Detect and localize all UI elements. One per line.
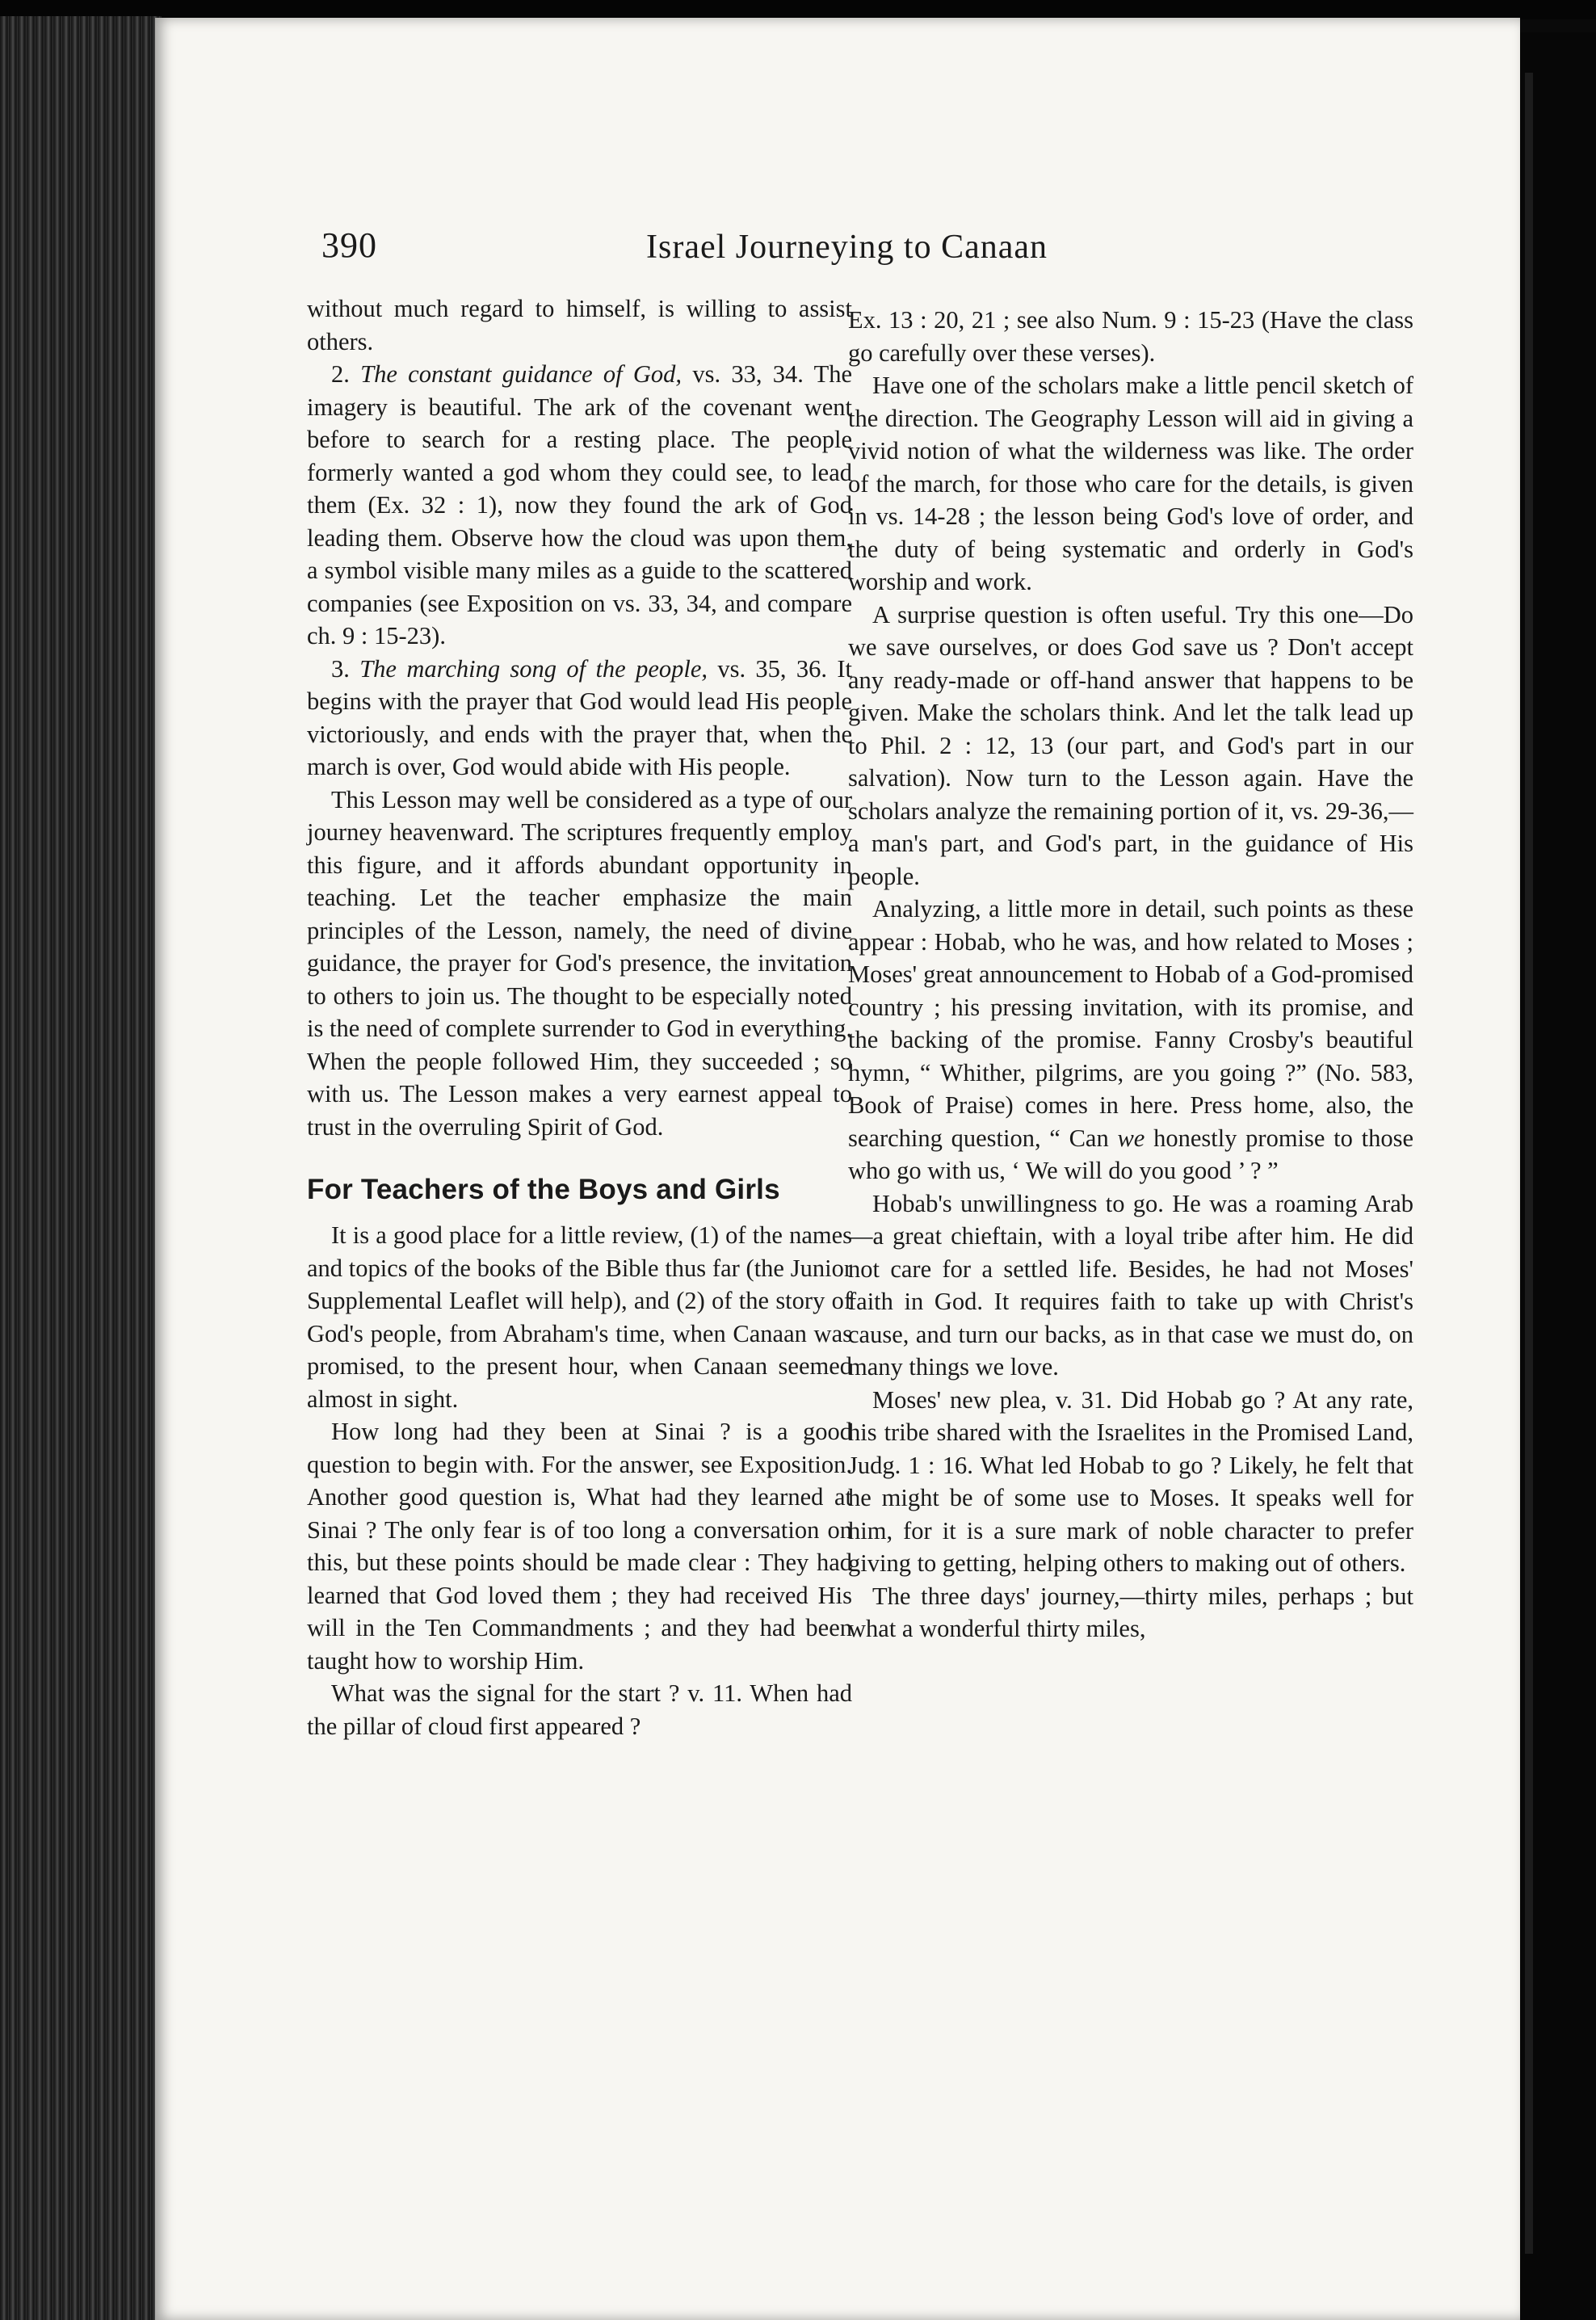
book-page-edges <box>0 16 162 2320</box>
page-number: 390 <box>321 225 377 265</box>
paragraph <box>307 358 852 653</box>
paragraph-text: Analyzing, a little more in detail, such points as these appear : Hobab, who he was, and how related to Moses ; Moses' great announcement to Hobab of a God-promised country ; his pressing invitation, with its promise, and the backing of the promise. Fanny Crosby's beautiful hymn, “ Whither, pilgrims, are you going ?” (No. 583, Book of Praise) comes in here. Press home, also, the searching question, “ Can <box>848 895 1413 1152</box>
paragraph: The three days' journey,—thirty miles, perhaps ; but what a wonderful thirty miles, <box>848 1582 1413 1642</box>
paragraph: Have one of the scholars make a little pencil sketch of the direction. The Geography Lesson will aid in giving a vivid notion of what the wilderness was like. The order of the march, for those who care for the details, is given in vs. 14-28 ; the lesson being God's love of order, and the duty of being systematic and orderly in God's worship and work. <box>848 372 1413 595</box>
point-number: 3. <box>331 654 350 683</box>
paragraph-text: honestly promise to those who go with us, ‘ We will do you good ’ ? ” <box>848 1124 1413 1184</box>
facing-page-edge <box>1525 73 1533 2254</box>
paragraph: A surprise question is often useful. Try this one—Do we save ourselves, or does God save us ? Don't accept any ready-made or off-hand answer that happens to be given. Make the scholars think. And let the talk lead up to Phil. 2 : 12, 13 (our part, and God's part in our salvation). Now turn to the Lesson again. Have the scholars analyze the remaining portion of it, vs. 29-36,—a man's part, and God's part, in the guidance of His people. <box>848 600 1413 890</box>
paragraph: It is a good place for a little review, (1) of the names and topics of the books of the Bible thus far (the Junior Supplemental Leaflet will help), and (2) of the story of God's people, from Abraham's time, when Canaan was promised, to the present hour, when Canaan seemed almost in sight. <box>307 1221 852 1413</box>
paragraph <box>848 893 1413 1187</box>
paragraph: This Lesson may well be considered as a type of our journey heavenward. The scriptures frequently employ this figure, and it affords abundant opportunity in teaching. Let the teacher emphasize the main principles of the Lesson, namely, the need of divine guidance, the prayer for God's presence, the invitation to others to join us. The thought to be especially noted is the need of complete surrender to God in everything. When the people followed Him, they succeeded ; so with us. The Lesson makes a very earnest appeal to trust in the overruling Spirit of God. <box>307 785 852 1141</box>
paragraph: Moses' new plea, v. 31. Did Hobab go ? At any rate, his tribe shared with the Israelites in the Promised Land, Judg. 1 : 16. What led Hobab to go ? Likely, he felt that he might be of some use to Moses. It speaks well for him, for it is a sure mark of noble character to prefer giving to getting, helping others to making out of others. <box>848 1385 1413 1577</box>
paragraph: Hobab's unwillingness to go. He was a roaming Arab—a great chieftain, with a loyal tribe after him. He did not care for a settled life. Besides, he had not Moses' faith in God. It requires faith to take up with Christ's cause, and turn our backs, as in that case we must do, on many things we love. <box>848 1189 1413 1381</box>
point-number: 2. <box>331 360 350 388</box>
left-column <box>307 292 852 1742</box>
section-heading: For Teachers of the Boys and Girls <box>307 1174 780 1205</box>
paragraph: What was the signal for the start ? v. 11. When had the pillar of cloud first appeared ? <box>307 1679 852 1740</box>
paragraph-text: vs. 35, 36. It begins with the prayer that God would lead His people victoriously, and ends with the prayer that, when the march is over, God would abide with His people. <box>307 654 852 780</box>
running-title: Israel Journeying to Canaan <box>646 229 1048 266</box>
paragraph: Ex. 13 : 20, 21 ; see also Num. 9 : 15-23 (Have the class go carefully over these verses). <box>848 306 1413 367</box>
point-title: The marching song of the people, <box>359 654 708 683</box>
paragraph: How long had they been at Sinai ? is a good question to begin with. For the answer, see Exposition. Another good question is, What had they learned at Sinai ? The only fear is of too long a conversation on this, but these points should be made clear : They had learned that God loved them ; they had received His will in the Ten Commandments ; and they had been taught how to worship Him. <box>307 1418 852 1675</box>
paragraph <box>307 653 852 784</box>
right-column <box>848 304 1413 1645</box>
scan-top-border <box>0 0 1596 19</box>
point-title: The constant guidance of God, <box>360 360 682 388</box>
paragraph: without much regard to himself, is willing to assist others. <box>307 295 852 355</box>
emphasis: we <box>1117 1124 1145 1152</box>
page-header <box>321 216 1129 281</box>
paragraph-text: vs. 33, 34. The imagery is beautiful. The ark of the covenant went before to search for a resting place. The people formerly wanted a god whom they could see, to lead them (Ex. 32 : 1), now they found the ark of God leading them. Observe how the cloud was upon them, a symbol visible many miles as a guide to the scattered companies (see Exposition on vs. 33, 34, and compare ch. 9 : 15-23). <box>307 360 853 649</box>
